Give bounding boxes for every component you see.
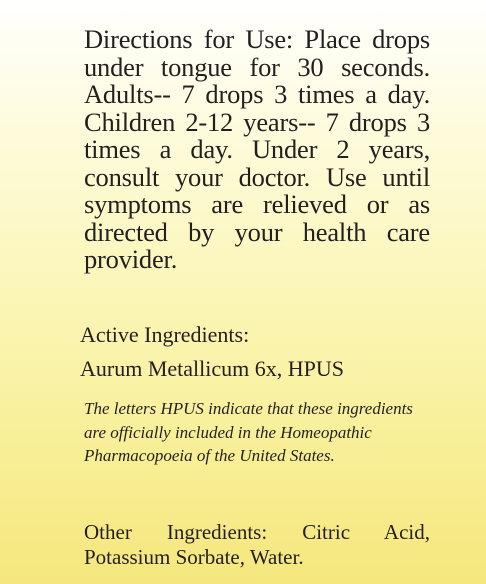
active-ingredients-heading: Active Ingredients: bbox=[80, 322, 250, 347]
directions-for-use-text: Directions for Use: Place drops under tongue for 30 seconds. Adults-- 7 drops 3 times a day. Children 2-12 years-- 7 drops 3 times a day. Under 2 years, consult your doctor. Use until symptoms are relieved or as directed by your health care provider. bbox=[84, 24, 430, 274]
other-ingredients-text: Other Ingredients: Citric Acid, Potassium Sorbate, Water. bbox=[84, 520, 430, 569]
hpus-note-text: The letters HPUS indicate that these ingredients are officially included in the Homeopathic Pharmacopoeia of the United States. bbox=[84, 399, 413, 465]
active-ingredients-value: Aurum Metallicum 6x, HPUS bbox=[80, 356, 344, 381]
